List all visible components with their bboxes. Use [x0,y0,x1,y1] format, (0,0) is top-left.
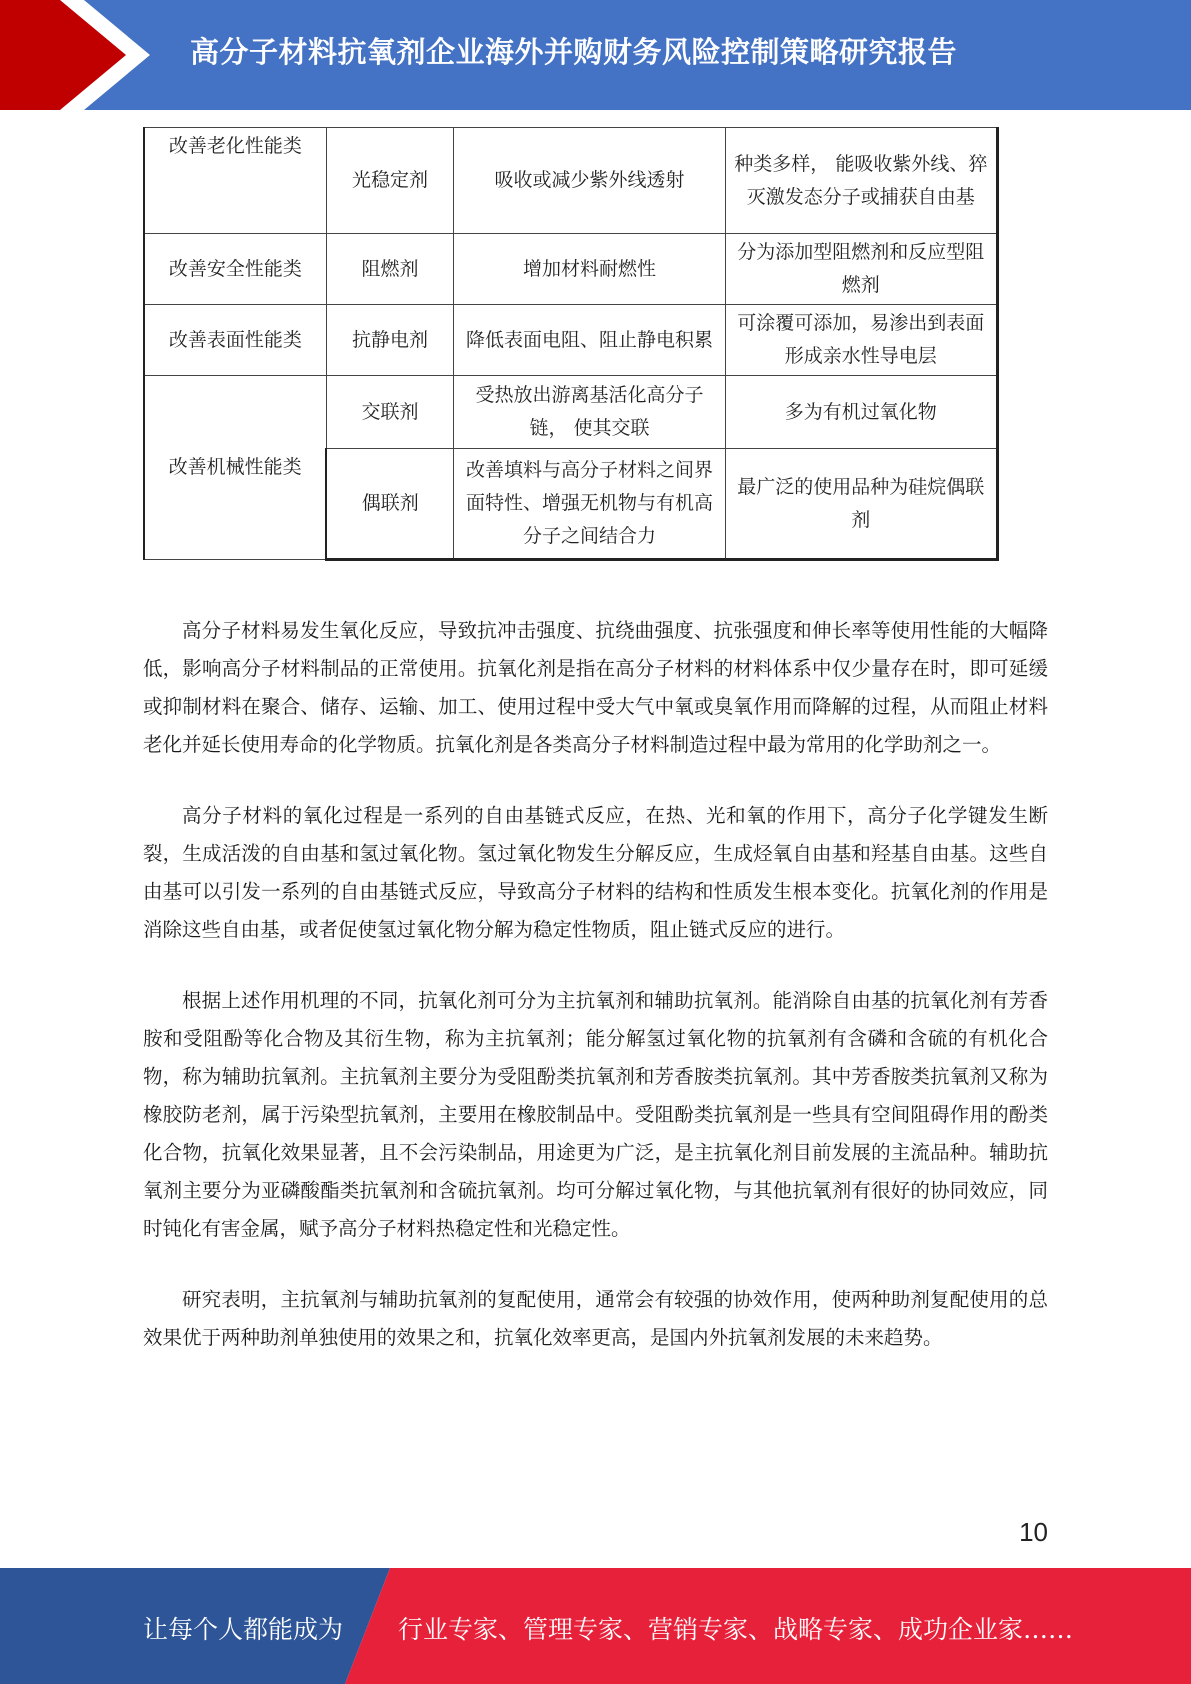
table-cell-note: 多为有机过氧化物 [725,376,997,449]
table-cell-agent: 偶联剂 [326,449,454,560]
table-cell-note: 种类多样， 能吸收紫外线、猝灭激发态分子或捕获自由基 [725,128,997,234]
table-cell-agent: 交联剂 [326,376,454,449]
footer-slogan-left: 让每个人都能成为 [143,1615,344,1644]
table-cell-category: 改善表面性能类 [144,305,326,376]
header-bar [0,0,1191,110]
additive-table [143,127,999,561]
table-cell-function: 改善填料与高分子材料之间界面特性、增强无机物与有机高分子之间结合力 [454,449,725,560]
table-cell-note: 分为添加型阻燃剂和反应型阻燃剂 [725,234,997,305]
table-cell-agent: 光稳定剂 [326,128,454,234]
table-row [144,305,998,376]
report-title: 高分子材料抗氧剂企业海外并购财务风险控制策略研究报告 [190,35,958,69]
paragraph: 高分子材料易发生氧化反应，导致抗冲击强度、抗绕曲强度、抗张强度和伸长率等使用性能的大幅降低，影响高分子材料制品的正常使用。抗氧化剂是指在高分子材料的材料体系中仅少量存在时，即可延缓或抑制材料在聚合、储存、运输、加工、使用过程中受大气中氧或臭氧作用而降解的过程，从而阻止材料老化并延长使用寿命的化学物质。抗氧化剂是各类高分子材料制造过程中最为常用的化学助剂之一。 [143,619,1048,756]
table-row [144,128,998,234]
footer-slogan-right: 行业专家、管理专家、营销专家、战略专家、成功企业家…… [398,1615,1074,1644]
table-cell-category: 改善老化性能类 [144,128,326,234]
paragraph: 研究表明，主抗氧剂与辅助抗氧剂的复配使用，通常会有较强的协效作用，使两种助剂复配使用的总效果优于两种助剂单独使用的效果之和，抗氧化效率更高，是国内外抗氧剂发展的未来趋势。 [143,1288,1048,1349]
paragraph: 根据上述作用机理的不同，抗氧化剂可分为主抗氧剂和辅助抗氧剂。能消除自由基的抗氧化剂有芳香胺和受阻酚等化合物及其衍生物，称为主抗氧剂；能分解氢过氧化物的抗氧剂有含磷和含硫的有机化合物，称为辅助抗氧剂。主抗氧剂主要分为受阻酚类抗氧剂和芳香胺类抗氧剂。其中芳香胺类抗氧剂又称为橡胶防老剂，属于污染型抗氧剂，主要用在橡胶制品中。受阻酚类抗氧剂是一些具有空间阻碍作用的酚类化合物，抗氧化效果显著，且不会污染制品，用途更为广泛，是主抗氧化剂目前发展的主流品种。辅助抗氧剂主要分为亚磷酸酯类抗氧剂和含硫抗氧剂。均可分解过氧化物，与其他抗氧剂有很好的协同效应，同时钝化有害金属，赋予高分子材料热稳定性和光稳定性。 [143,989,1048,1240]
table-cell-function: 降低表面电阻、阻止静电积累 [454,305,725,376]
body-text [143,612,1048,1390]
table-cell-function: 吸收或减少紫外线透射 [454,128,725,234]
table-row [144,234,998,305]
table-cell-function: 增加材料耐燃性 [454,234,725,305]
table-cell-category: 改善安全性能类 [144,234,326,305]
paragraph: 高分子材料的氧化过程是一系列的自由基链式反应，在热、光和氧的作用下，高分子化学键发生断裂，生成活泼的自由基和氢过氧化物。氢过氧化物发生分解反应，生成烃氧自由基和羟基自由基。这些自由基可以引发一系列的自由基链式反应，导致高分子材料的结构和性质发生根本变化。抗氧化剂的作用是消除这些自由基，或者促使氢过氧化物分解为稳定性物质，阻止链式反应的进行。 [143,804,1048,941]
page-number: 10 [1019,1517,1048,1547]
table-cell-note: 可涂覆可添加，易渗出到表面形成亲水性导电层 [725,305,997,376]
table-cell-agent: 抗静电剂 [326,305,454,376]
table-cell-function: 受热放出游离基活化高分子链， 使其交联 [454,376,725,449]
table-row [144,376,998,449]
table-cell-agent: 阻燃剂 [326,234,454,305]
footer-bar [0,1568,1191,1684]
table-cell-note: 最广泛的使用品种为硅烷偶联剂 [725,449,997,560]
table-cell-category: 改善机械性能类 [144,376,326,560]
